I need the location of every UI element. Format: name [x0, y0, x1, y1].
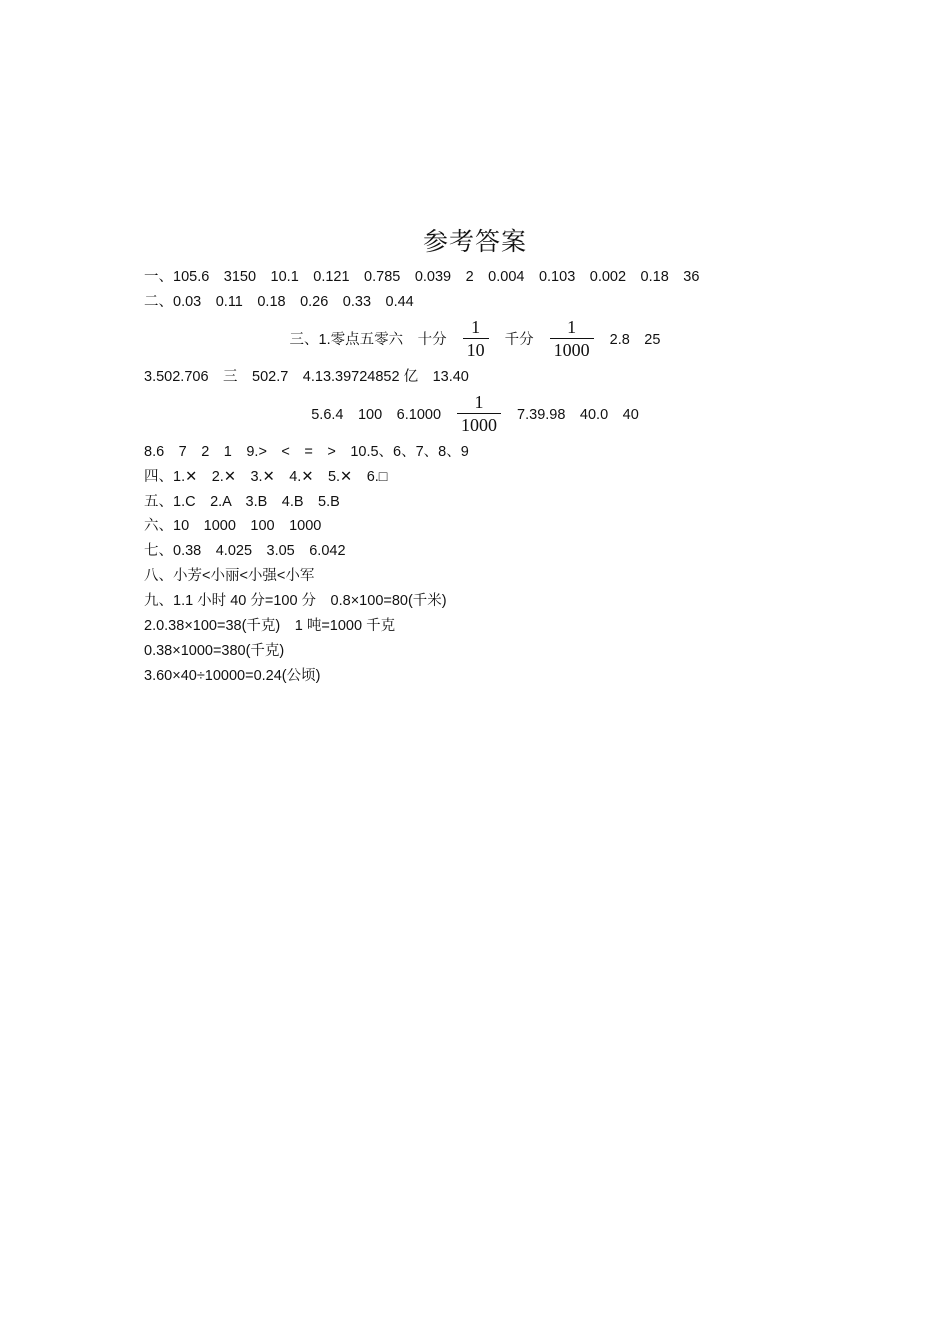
section-3-mid: 千分 [504, 332, 534, 348]
answer-line-section-9-part-4: 3.60×40÷10000=0.24(公顷) [144, 668, 321, 684]
answer-line-section-3-part-2: 3.502.706 三 502.7 4.13.39724852 亿 13.40 [144, 369, 469, 385]
answer-line-section-9-part-1: 九、1.1 小时 40 分=100 分 0.8×100=80(千米) [144, 593, 447, 609]
section-3-part-3-prefix: 5.6.4 100 6.1000 [311, 407, 442, 423]
fraction-numerator: 1 [474, 392, 484, 412]
section-3-part-3-suffix: 7.39.98 40.0 40 [517, 407, 639, 423]
fraction-numerator: 1 [567, 317, 577, 337]
answer-line-section-4: 四、1.✕ 2.✕ 3.✕ 4.✕ 5.✕ 6.□ [144, 469, 388, 485]
fraction-numerator: 1 [471, 317, 481, 337]
answer-line-section-7: 七、0.38 4.025 3.05 6.042 [144, 543, 346, 559]
section-3-prefix: 三、1.零点五零六 十分 [289, 332, 447, 348]
fraction-one-thousandth [550, 316, 594, 361]
answer-line-section-9-part-2: 2.0.38×100=38(千克) 1 吨=1000 千克 [144, 618, 396, 634]
answer-line-section-9-part-3: 0.38×1000=380(千克) [144, 643, 285, 659]
answer-line-section-3-part-4: 8.6 7 2 1 9.> < = > 10.5、6、7、8、9 [144, 444, 469, 460]
page-title: 参考答案 [422, 229, 527, 256]
fraction-denominator: 10 [463, 338, 489, 361]
fraction-denominator: 1000 [457, 413, 501, 436]
answer-line-section-1: 一、105.6 3150 10.1 0.121 0.785 0.039 2 0.004 0.103 0.002 0.18 36 [144, 269, 700, 285]
section-3-suffix: 2.8 25 [609, 332, 661, 348]
answer-line-section-6: 六、10 1000 100 1000 [144, 518, 322, 534]
fraction-denominator: 1000 [550, 338, 594, 361]
answer-line-section-3-part-3 [0, 391, 950, 436]
answer-line-section-3-part-1 [0, 316, 950, 361]
answer-line-section-2: 二、0.03 0.11 0.18 0.26 0.33 0.44 [144, 294, 414, 310]
answer-line-section-5: 五、1.C 2.A 3.B 4.B 5.B [144, 494, 340, 510]
answer-line-section-8: 八、小芳<小丽<小强<小军 [144, 568, 315, 584]
fraction-one-tenth [463, 316, 489, 361]
fraction-one-thousandth [457, 391, 501, 436]
